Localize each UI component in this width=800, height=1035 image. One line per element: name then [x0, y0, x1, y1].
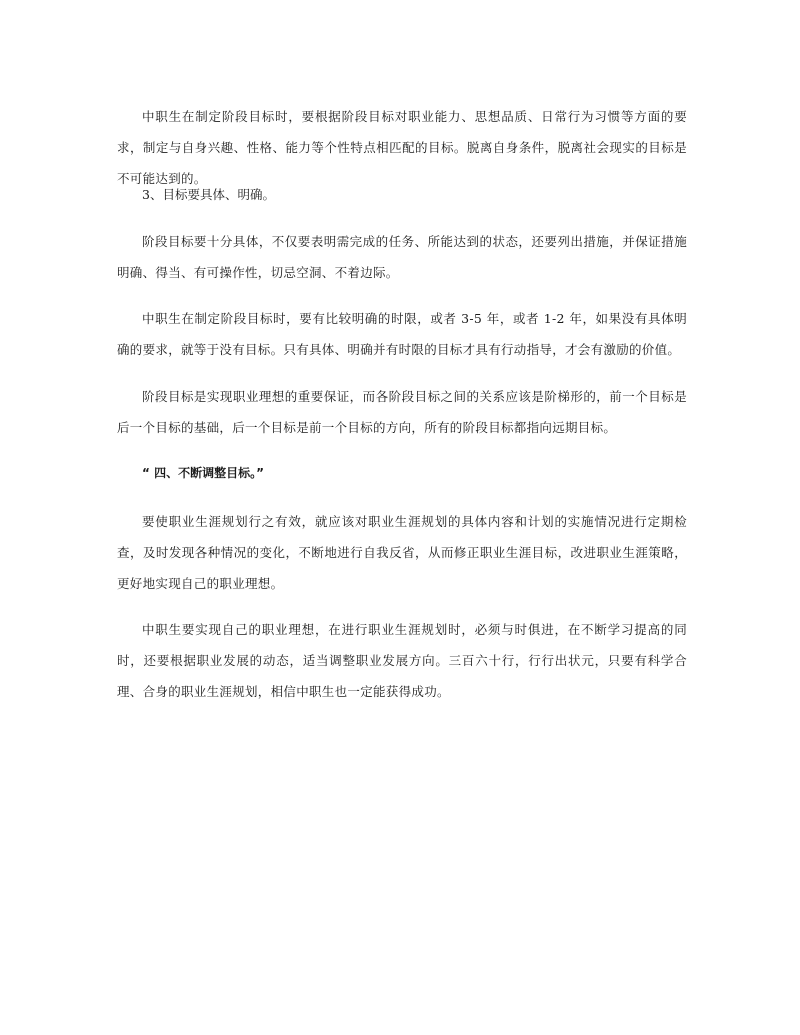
heading-adjust-goals: “ 四、不断调整目标。” — [142, 466, 264, 480]
paragraph-periodic-review: 要使职业生涯规划行之有效，就应该对职业生涯规划的具体内容和计划的实施情况进行定期检查，及时发现各种情况的变化，不断地进行自我反省，从而修正职业生涯目标，改进职业生涯策略，更好地实现自己的职业理想。 — [117, 514, 687, 591]
paragraph-stage-goal-matching: 中职生在制定阶段目标时，要根据阶段目标对职业能力、思想品质、日常行为习惯等方面的要求，制定与自身兴趣、性格、能力等个性特点相匹配的目标。脱离自身条件，脱离社会现实的目标是不可能达到的。 — [117, 109, 687, 186]
heading-specific-clear-goals: 3、目标要具体、明确。 — [142, 187, 275, 202]
paragraph-specific-goals: 阶段目标要十分具体，不仅要表明需完成的任务、所能达到的状态，还要列出措施，并保证措施明确、得当、有可操作性，切忌空洞、不着边际。 — [117, 234, 687, 280]
paragraph-keep-pace: 中职生要实现自己的职业理想，在进行职业生涯规划时，必须与时俱进，在不断学习提高的同时，还要根据职业发展的动态，适当调整职业发展方向。三百六十行，行行出状元，只要有科学合理、合身的职业生涯规划，相信中职生也一定能获得成功。 — [117, 622, 687, 699]
paragraph-time-limit: 中职生在制定阶段目标时，要有比较明确的时限，或者 3-5 年，或者 1-2 年，如果没有具体明确的要求，就等于没有目标。只有具体、明确并有时限的目标才具有行动指导，才会有激励的价值。 — [117, 311, 687, 357]
paragraph-ladder-goals: 阶段目标是实现职业理想的重要保证，而各阶段目标之间的关系应该是阶梯形的，前一个目标是后一个目标的基础，后一个目标是前一个目标的方向，所有的阶段目标都指向远期目标。 — [117, 389, 687, 435]
